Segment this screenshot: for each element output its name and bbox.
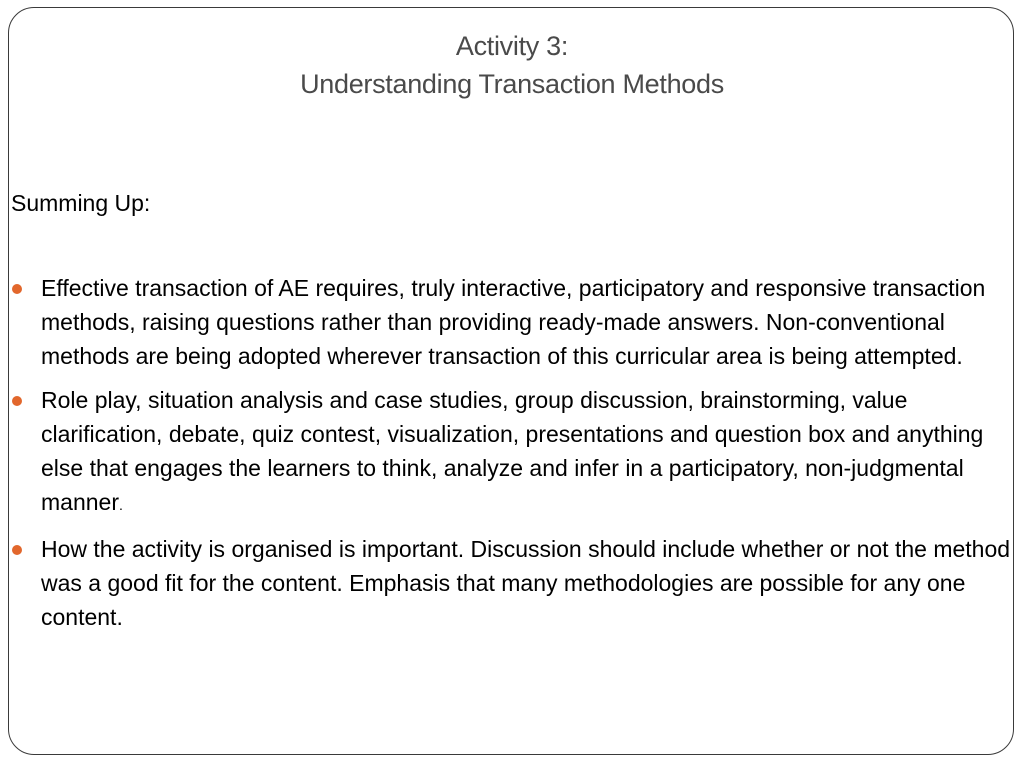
summing-up-label: Summing Up: bbox=[11, 190, 151, 216]
bullet-dot-icon bbox=[12, 284, 22, 294]
bullet-text-period: . bbox=[118, 497, 123, 513]
bullet-list bbox=[11, 271, 1016, 644]
bullet-text: Role play, situation analysis and case studies, group discussion, brainstorming, value clarification, debate, quiz contest, visualization, presentations and question box and anything else that engages the learners to think, analyze and infer in a participatory, non-judgmental manner bbox=[41, 387, 984, 515]
title-line-1: Activity 3: bbox=[455, 31, 569, 61]
bullet-item bbox=[11, 383, 1016, 522]
bullet-dot-icon bbox=[12, 396, 22, 406]
title-line-2: Understanding Transaction Methods bbox=[300, 69, 724, 99]
slide-title bbox=[0, 27, 1024, 103]
bullet-text: How the activity is organised is important. Discussion should include whether or not the method was a good fit for the content. Emphasis that many methodologies are possible for any one content. bbox=[41, 536, 1011, 630]
bullet-item bbox=[11, 532, 1016, 634]
bullet-item bbox=[11, 271, 1016, 373]
bullet-text: Effective transaction of AE requires, truly interactive, participatory and responsive transaction methods, raising questions rather than providing ready-made answers. Non-conventional methods are being adopted wherever transaction of this curricular area is being attempted. bbox=[41, 275, 986, 369]
bullet-dot-icon bbox=[12, 545, 22, 555]
